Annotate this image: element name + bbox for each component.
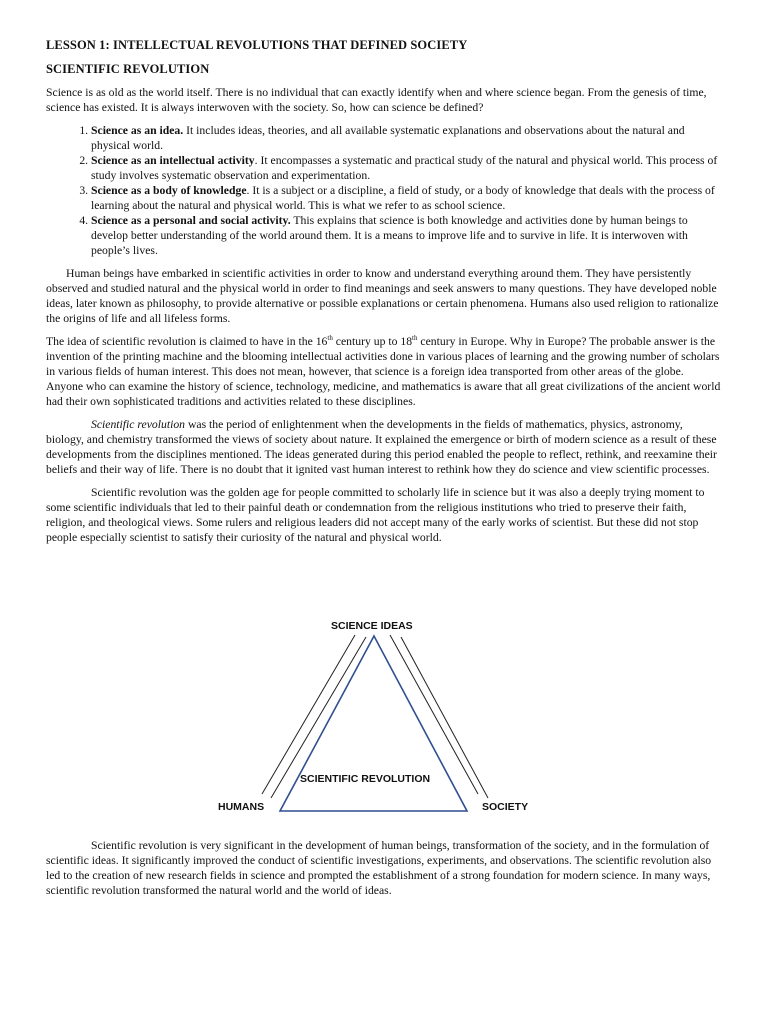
definition-term: Science as an idea. bbox=[91, 124, 184, 137]
definition-term: Science as a body of knowledge bbox=[91, 184, 247, 197]
paragraph-enlightenment bbox=[46, 417, 722, 477]
definition-text: . It is a subject or a discipline, a field of study, or a body of knowledge that deals with the process of learning about the natural and physical world. This is what we refer to as school science. bbox=[91, 184, 715, 212]
definition-term: Science as an intellectual activity bbox=[91, 154, 255, 167]
label-humans: HUMANS bbox=[218, 801, 265, 813]
definitions-list bbox=[46, 123, 722, 258]
list-item bbox=[91, 183, 722, 213]
paragraph-idea-part: The idea of scientific revolution is claimed to have in the 16 bbox=[46, 335, 328, 348]
triangle-diagram-graphic bbox=[0, 616, 768, 826]
italic-term: Scientific revolution bbox=[91, 418, 186, 431]
ordinal-suffix: th bbox=[412, 334, 418, 343]
definition-term: Science as a personal and social activity. bbox=[91, 214, 291, 227]
paragraph-enlightenment-text: was the period of enlightenment when the developments in the fields of mathematics, physics, astronomy, biology, and chemistry transformed the views of society about nature. It explained the emergence or birth of modern science as a result of these developments from the disciplines mentioned. The ideas generated during this period enabled the people to reflect, rethink, and reexamine their beliefs and their way of life. There is no doubt that it ignited vast human interest to rethink how they do science and view scientific processes. bbox=[46, 418, 717, 476]
final-section bbox=[46, 838, 722, 906]
list-item bbox=[91, 153, 722, 183]
paragraph-idea-part: century up to 18 bbox=[332, 335, 413, 348]
paragraph-golden-age: Scientific revolution was the golden age for people committed to scholarly life in science but it was also a deeply trying moment to some scientific individuals that led to their painful death or condemnation from the religious institutions who tried to preserve their faith, religion, and theological views. Some rulers and religious leaders did not accept many of the early works of scientist. But these did not stop people especially scientist to satisfy their curiosity of the natural and physical world. bbox=[46, 486, 705, 544]
label-science-ideas: SCIENCE IDEAS bbox=[331, 620, 413, 632]
document-page bbox=[46, 38, 722, 553]
outer-right-line bbox=[390, 635, 478, 794]
triangle-diagram bbox=[0, 616, 768, 826]
definition-text: . It encompasses a systematic and practical study of the natural and physical world. This process of study involves systematic observation and experimentation. bbox=[91, 154, 718, 182]
list-item bbox=[91, 213, 722, 258]
ordinal-suffix: th bbox=[327, 334, 333, 343]
label-scientific-revolution: SCIENTIFIC REVOLUTION bbox=[300, 773, 431, 785]
lesson-title: LESSON 1: INTELLECTUAL REVOLUTIONS THAT DEFINED SOCIETY bbox=[46, 38, 468, 52]
paragraph-idea-part: century in Europe. Why in Europe? The probable answer is the invention of the printing machine and the blooming intellectual activities done in various places of learning and the growing number of scholars in various fields of human interest. This does not mean, however, that science is a foreign idea transported from other areas of the globe. Anyone who can examine the history of science, technology, medicine, and mathematics is aware that all great civilizations of the ancient world had their own sophisticated traditions and activities related to these disciplines. bbox=[46, 335, 721, 408]
paragraph-human-beings: Human beings have embarked in scientific activities in order to know and understand everything around them. They have persistently observed and studied natural and the physical world in order to find meanings and seek answers to many questions. They have developed noble ideas, later known as philosophy, to provide alternative or possible explanations or certain phenomena. Humans also used religion to rationalize the origins of life and all lifeless forms. bbox=[46, 267, 719, 325]
definition-text: This explains that science is both knowledge and activities done by human beings to develop better understanding of the world around them. It is a means to improve life and to survive in life. It is interwoven with people’s lives. bbox=[91, 214, 688, 257]
definition-text: It includes ideas, theories, and all available systematic explanations and observations about the natural and physical world. bbox=[91, 124, 685, 152]
paragraph-significance: Scientific revolution is very significant in the development of human beings, transformation of the society, and in the formulation of scientific ideas. It significantly improved the conduct of scientific investigations, experiments, and observations. The scientific revolution also led to the creation of new research fields in science and prompted the establishment of a strong foundation for modern science. In many ways, scientific revolution transformed the natural world and the world of ideas. bbox=[46, 839, 712, 897]
label-society: SOCIETY bbox=[482, 801, 529, 813]
list-item bbox=[91, 123, 722, 153]
paragraph-idea bbox=[46, 334, 722, 409]
section-title: SCIENTIFIC REVOLUTION bbox=[46, 62, 210, 76]
outer-left-line bbox=[262, 635, 355, 794]
intro-paragraph: Science is as old as the world itself. There is no individual that can exactly identify when and where science began. From the genesis of time, science has existed. It is always interwoven with the society. So, how can science be defined? bbox=[46, 86, 707, 114]
